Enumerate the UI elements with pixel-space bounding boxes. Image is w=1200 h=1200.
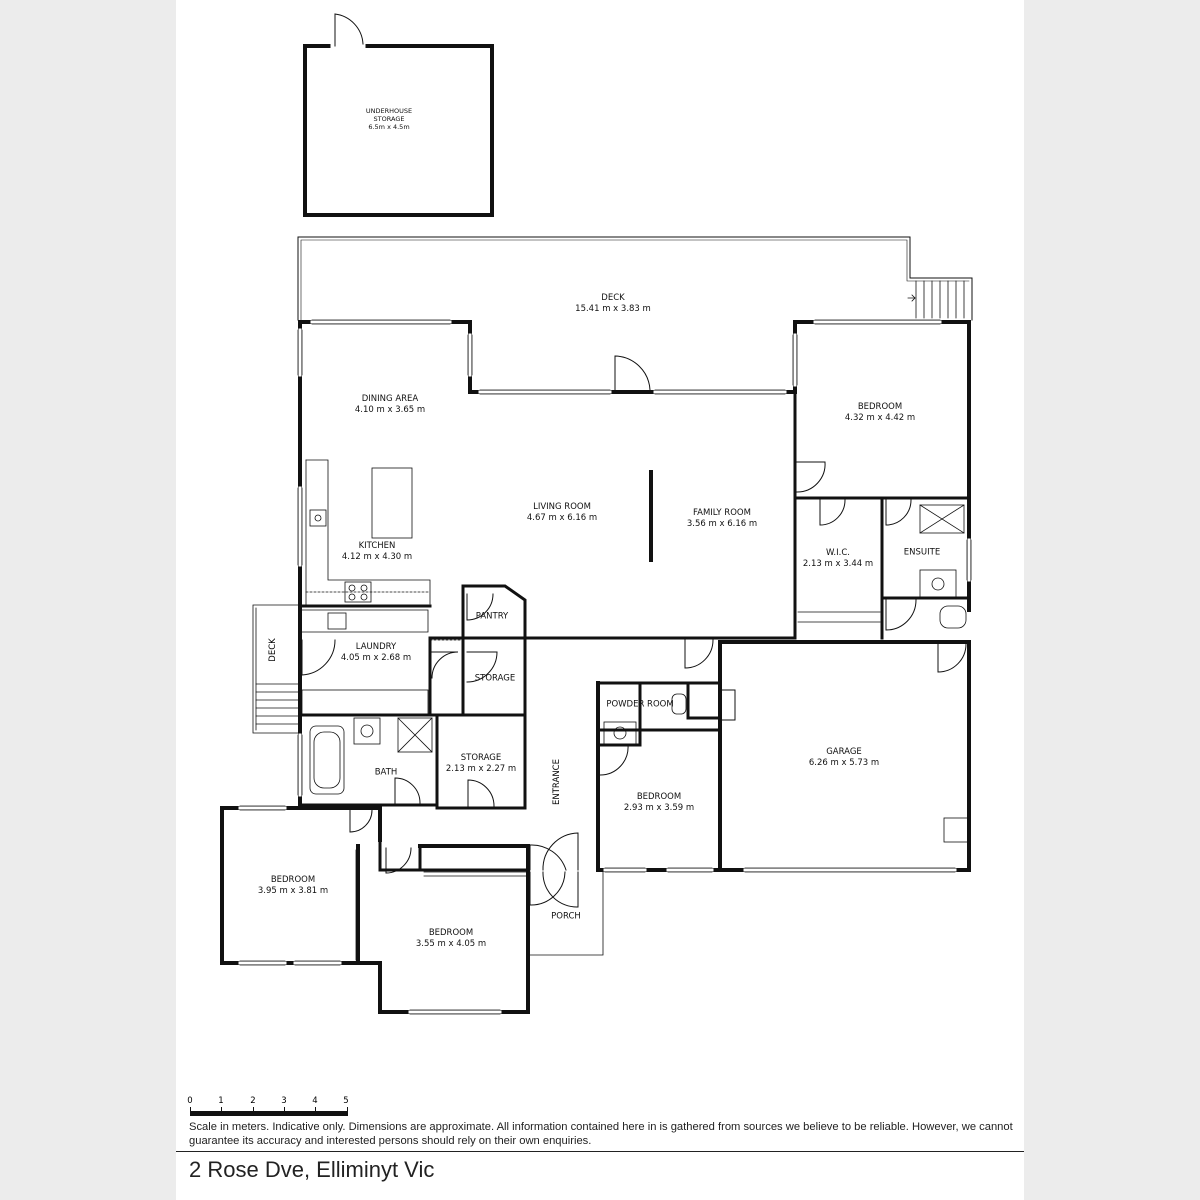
room-laundry <box>341 642 411 664</box>
scale-tick-label: 4 <box>312 1096 318 1106</box>
room-dimensions: 3.55 m x 4.05 m <box>415 939 487 949</box>
wic-shelf <box>798 612 880 622</box>
room-name: STORAGE <box>373 115 405 123</box>
room-name: BEDROOM <box>636 792 682 802</box>
room-bedroom-mid <box>624 792 694 814</box>
room-name: PORCH <box>551 911 581 922</box>
room-name: DECK <box>601 293 625 303</box>
room-name: LAUNDRY <box>355 642 397 652</box>
room-pantry <box>476 612 509 623</box>
room-dimensions: 2.13 m x 2.27 m <box>445 764 517 774</box>
room-name: STORAGE <box>474 673 516 684</box>
room-name: UNDERHOUSE <box>365 107 413 115</box>
room-name: BATH <box>374 767 398 778</box>
deck-stairs <box>908 281 964 318</box>
room-name: FAMILY ROOM <box>693 508 751 518</box>
room-name: BEDROOM <box>428 928 474 938</box>
room-dimensions: 2.93 m x 3.59 m <box>623 803 695 813</box>
scale-tick-label: 1 <box>218 1096 224 1106</box>
scale-tick-label: 5 <box>343 1096 349 1106</box>
exterior-walls <box>222 322 969 1012</box>
room-kitchen <box>342 541 412 563</box>
room-name: KITCHEN <box>358 541 396 551</box>
room-name: BEDROOM <box>857 402 903 412</box>
room-storage-small <box>475 674 515 685</box>
room-underhouse-storage <box>366 107 412 131</box>
room-family <box>687 508 757 530</box>
room-name: BEDROOM <box>270 875 316 885</box>
room-porch <box>551 912 581 923</box>
room-dimensions: 4.32 m x 4.42 m <box>844 413 916 423</box>
scale-tick-label: 3 <box>281 1096 287 1106</box>
room-powder <box>606 700 673 711</box>
footer-divider <box>176 1151 1024 1152</box>
room-wic <box>803 548 873 570</box>
room-name: PANTRY <box>475 611 509 622</box>
room-dining <box>355 394 425 416</box>
room-name: LIVING ROOM <box>533 502 591 512</box>
property-address: 2 Rose Dve, Elliminyt Vic <box>189 1157 435 1182</box>
disclaimer-text: Scale in meters. Indicative only. Dimensions are approximate. All information contained here in is gathered from sources we believe to be reliable. However, we cannot guarantee its accuracy and interested persons should rely on their own enquiries. <box>189 1121 1013 1147</box>
room-bedroom-ne <box>845 402 915 424</box>
kitchen-fixtures <box>306 460 430 606</box>
room-bedroom-s <box>416 928 486 950</box>
room-dimensions: 15.41 m x 3.83 m <box>575 304 651 314</box>
scale-bar <box>190 1111 348 1116</box>
room-name: W.I.C. <box>826 548 850 558</box>
room-dimensions: 4.12 m x 4.30 m <box>341 552 413 562</box>
scale-tick-label: 0 <box>187 1096 193 1106</box>
room-name: GARAGE <box>826 747 862 757</box>
room-dimensions: 4.67 m x 6.16 m <box>526 513 598 523</box>
room-dimensions: 6.5m x 4.5m <box>368 123 410 131</box>
room-living <box>527 502 597 524</box>
room-dimensions: 4.10 m x 3.65 m <box>354 405 426 415</box>
room-name: STORAGE <box>460 753 502 763</box>
room-garage <box>809 747 879 769</box>
room-dimensions: 4.05 m x 2.68 m <box>340 653 412 663</box>
room-name: DINING AREA <box>361 394 419 404</box>
underhouse-door <box>335 14 363 46</box>
ensuite-fixtures <box>920 505 966 628</box>
garage-bench <box>944 818 968 842</box>
room-bedroom-sw <box>258 875 328 897</box>
room-name: ENSUITE <box>903 547 941 558</box>
side-deck <box>253 605 300 733</box>
room-dimensions: 6.26 m x 5.73 m <box>808 758 880 768</box>
room-storage-2 <box>446 753 516 775</box>
room-dimensions: 3.95 m x 3.81 m <box>257 886 329 896</box>
bath-fixtures <box>310 718 432 794</box>
room-ensuite <box>904 548 940 559</box>
room-bath <box>375 768 398 779</box>
scale-tick-label: 2 <box>250 1096 256 1106</box>
room-name: POWDER ROOM <box>606 699 674 710</box>
room-dimensions: 3.56 m x 6.16 m <box>686 519 758 529</box>
room-deck-side: DECK <box>268 638 278 662</box>
room-dimensions: 2.13 m x 3.44 m <box>802 559 874 569</box>
room-entrance: ENTRANCE <box>552 759 562 805</box>
door-swings <box>302 356 966 907</box>
room-deck <box>575 293 651 315</box>
